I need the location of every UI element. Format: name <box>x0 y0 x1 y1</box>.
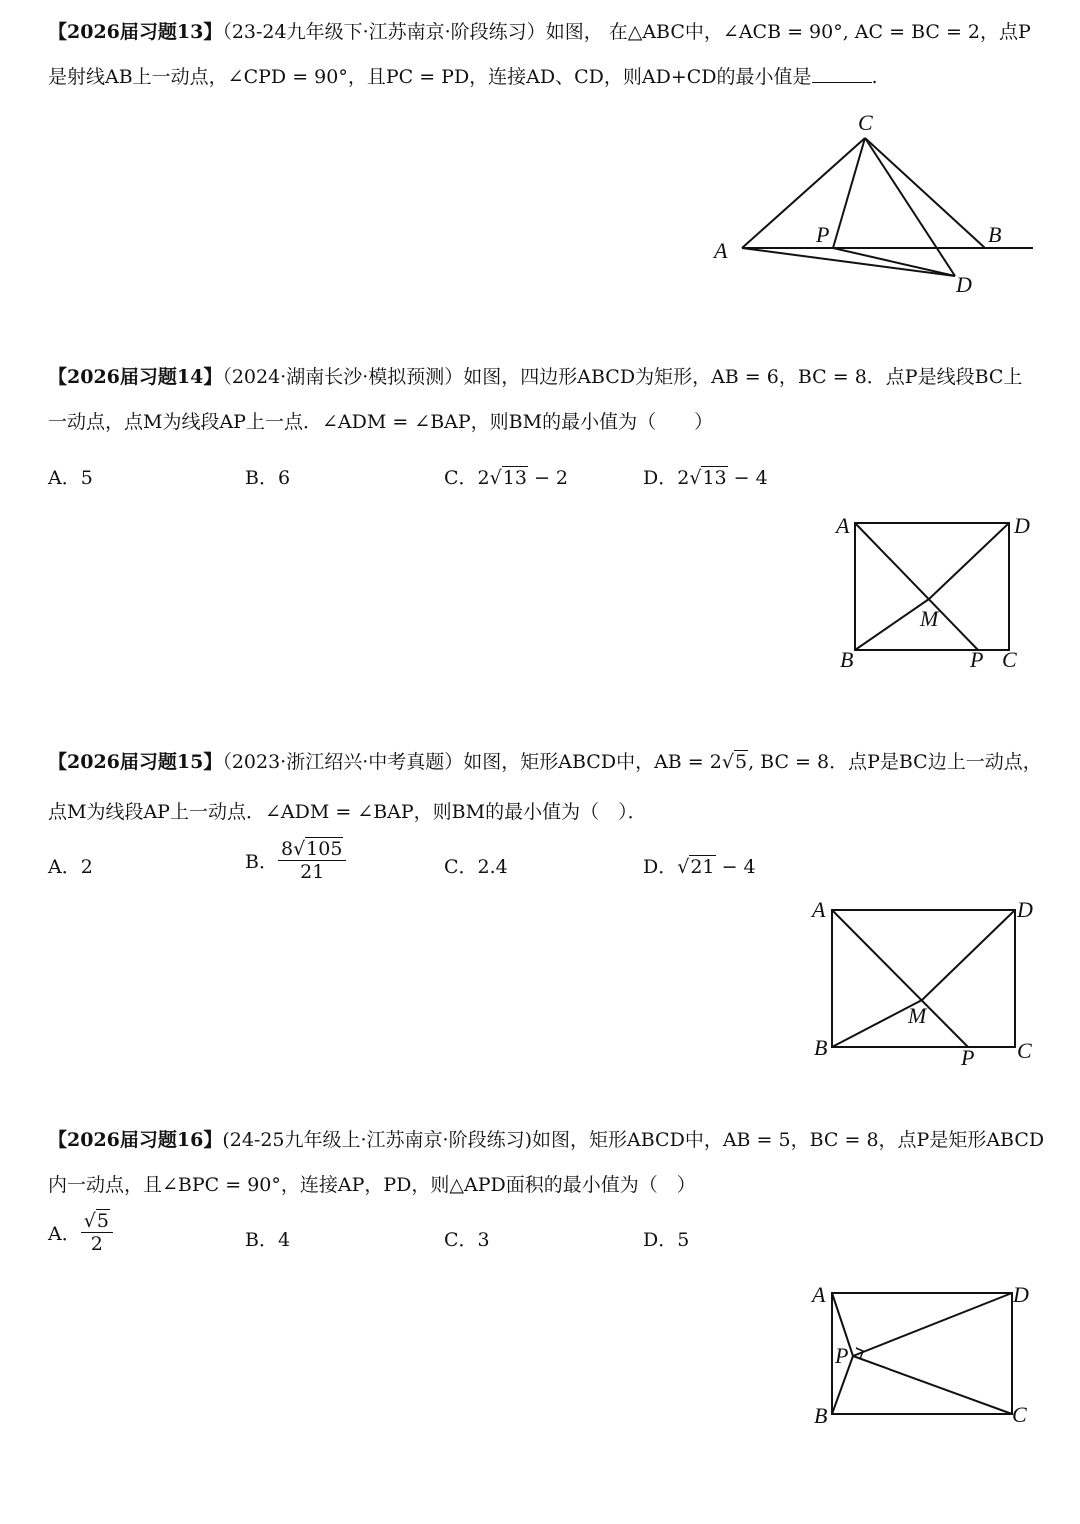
fraction-numerator: 8√105 <box>278 838 346 861</box>
option-radicand: 5 <box>96 1210 109 1232</box>
option-coef: 2 <box>677 467 690 489</box>
answer-blank <box>812 62 872 83</box>
option-15-c <box>444 852 508 879</box>
figure-13 <box>700 100 1040 300</box>
question-15 <box>48 737 1042 837</box>
option-15-a <box>48 852 93 879</box>
option-radicand: 13 <box>502 467 527 489</box>
option-letter: B． <box>245 1229 278 1251</box>
label-c: C <box>1017 1038 1032 1063</box>
option-letter: C． <box>444 856 478 878</box>
option-rest: − 4 <box>715 856 756 878</box>
option-letter: A． <box>48 1223 81 1245</box>
option-rest: − 2 <box>527 467 569 489</box>
option-16-b <box>245 1225 290 1252</box>
question-14-label: 【2026届习题14】 <box>48 366 223 388</box>
figure-15 <box>805 890 1040 1075</box>
option-16-d <box>643 1225 689 1252</box>
question-15-radicand: 5 <box>734 751 748 773</box>
question-16-text-1: 如图，矩形ABCD中，AB = 5，BC = 8，点P是矩形ABCD <box>532 1129 1045 1151</box>
question-13 <box>48 10 1038 100</box>
label-c: C <box>1012 1402 1027 1427</box>
label-b: B <box>814 1035 828 1060</box>
fraction-denominator: 2 <box>90 1233 103 1255</box>
question-16-text-2: 内一动点，且∠BPC = 90°，连接AP，PD，则△APD面积的最小值为（ ） <box>48 1174 696 1196</box>
question-16-line-1 <box>48 1118 1045 1163</box>
option-value: 4 <box>277 1229 291 1251</box>
option-coef: 2 <box>477 467 490 489</box>
option-fraction <box>278 838 346 883</box>
option-rest: − 4 <box>727 467 768 489</box>
option-14-b <box>245 463 290 490</box>
option-coef: 8 <box>280 838 294 860</box>
segment-cp <box>833 138 865 248</box>
option-value: 5 <box>80 467 93 489</box>
option-letter: C． <box>444 1229 478 1251</box>
option-radicand: 105 <box>306 838 343 860</box>
question-16-source: (24-25九年级上·江苏南京·阶段练习) <box>222 1129 533 1151</box>
label-a: A <box>836 513 850 538</box>
option-fraction <box>81 1210 113 1255</box>
question-13-text-2: 是射线AB上一动点，∠CPD = 90°，且PC = PD，连接AD、CD，则AD+CD的最小值是 <box>48 66 812 88</box>
segment-ac <box>742 138 865 248</box>
question-15-text-2: 点M为线段AP上一动点．∠ADM = ∠BAP，则BM的最小值为（ ）． <box>48 801 647 823</box>
label-d: D <box>956 272 972 297</box>
option-value: 2 <box>80 856 93 878</box>
question-14 <box>48 355 1038 445</box>
option-letter: A． <box>48 856 81 878</box>
segment-pd <box>853 1293 1012 1356</box>
question-16 <box>48 1118 1045 1208</box>
option-15-b <box>245 838 346 883</box>
label-d: D <box>1013 1282 1029 1307</box>
question-13-text-1: 如图， 在△ABC中，∠ACB = 90°, AC = BC = 2，点P <box>545 21 1031 43</box>
option-radicand: 13 <box>702 467 727 489</box>
option-16-c <box>444 1225 490 1252</box>
segment-ap <box>855 523 978 650</box>
question-15-source: （2023·浙江绍兴·中考真题） <box>222 751 464 773</box>
label-m: M <box>920 606 939 631</box>
option-letter: B． <box>245 851 278 873</box>
question-13-source: （23-24九年级下·江苏南京·阶段练习） <box>222 21 546 43</box>
question-14-text-1: 如图，四边形ABCD为矩形，AB = 6，BC = 8．点P是线段BC上 <box>463 366 1023 388</box>
option-14-d: D．2√13 − 4 <box>643 467 768 489</box>
question-16-line-2 <box>48 1163 1038 1208</box>
question-13-period: . <box>871 66 878 88</box>
option-14-a <box>48 463 93 490</box>
label-m: M <box>908 1003 927 1028</box>
label-c: C <box>858 110 873 135</box>
option-letter: B． <box>245 467 278 489</box>
label-b: B <box>988 222 1002 247</box>
option-letter: D． <box>643 1229 678 1251</box>
fraction-numerator: √5 <box>81 1210 113 1233</box>
option-value: 2.4 <box>477 856 508 878</box>
label-p: P <box>970 647 984 672</box>
option-value: 6 <box>277 467 291 489</box>
question-13-line-1 <box>48 10 1038 55</box>
fraction-denominator: 21 <box>300 861 325 883</box>
segment-bm <box>855 599 929 650</box>
option-16-a <box>48 1210 113 1255</box>
question-16-label: 【2026届习题16】 <box>48 1129 223 1151</box>
figure-16 <box>805 1275 1040 1430</box>
option-radicand: 21 <box>690 856 715 878</box>
question-14-line-2 <box>48 400 1038 445</box>
question-13-line-2 <box>48 55 1038 100</box>
option-letter: D． <box>643 467 678 489</box>
question-15-line-1: 【2026届习题15】（2023·浙江绍兴·中考真题）如图，矩形ABCD中，AB = 2√5, BC = 8．点P是BC边上一动点， <box>48 751 1042 773</box>
label-c: C <box>1002 647 1017 672</box>
label-p: P <box>835 1343 849 1368</box>
label-a: A <box>812 1282 826 1307</box>
option-15-d: D．√21 − 4 <box>643 856 756 878</box>
label-d: D <box>1014 513 1030 538</box>
segment-ap <box>832 910 968 1047</box>
segment-pc <box>853 1356 1012 1414</box>
question-15-line-2 <box>48 787 1038 837</box>
question-14-line-1 <box>48 355 1038 400</box>
label-a: A <box>812 897 826 922</box>
option-letter: C． <box>444 467 478 489</box>
question-13-label: 【2026届习题13】 <box>48 21 223 43</box>
option-letter: D． <box>643 856 678 878</box>
segment-dm <box>929 523 1009 599</box>
label-b: B <box>814 1403 828 1428</box>
label-b: B <box>840 647 854 672</box>
option-14-c: C．2√13 − 2 <box>444 467 569 489</box>
question-15-text-1: 如图，矩形ABCD中，AB = 2 <box>463 751 722 773</box>
label-a: A <box>714 238 728 263</box>
label-p: P <box>816 222 830 247</box>
segment-dm <box>922 910 1015 1000</box>
option-value: 5 <box>677 1229 690 1251</box>
label-d: D <box>1017 897 1033 922</box>
question-15-label: 【2026届习题15】 <box>48 751 223 773</box>
figure-14 <box>830 505 1040 685</box>
option-value: 3 <box>477 1229 490 1251</box>
question-15-text-1b: , BC = 8．点P是BC边上一动点， <box>748 751 1042 773</box>
question-14-source: （2024·湖南长沙·模拟预测） <box>222 366 464 388</box>
question-14-text-2: 一动点，点M为线段AP上一点．∠ADM = ∠BAP，则BM的最小值为（ ） <box>48 411 714 433</box>
label-p: P <box>961 1045 975 1070</box>
option-letter: A． <box>48 467 81 489</box>
